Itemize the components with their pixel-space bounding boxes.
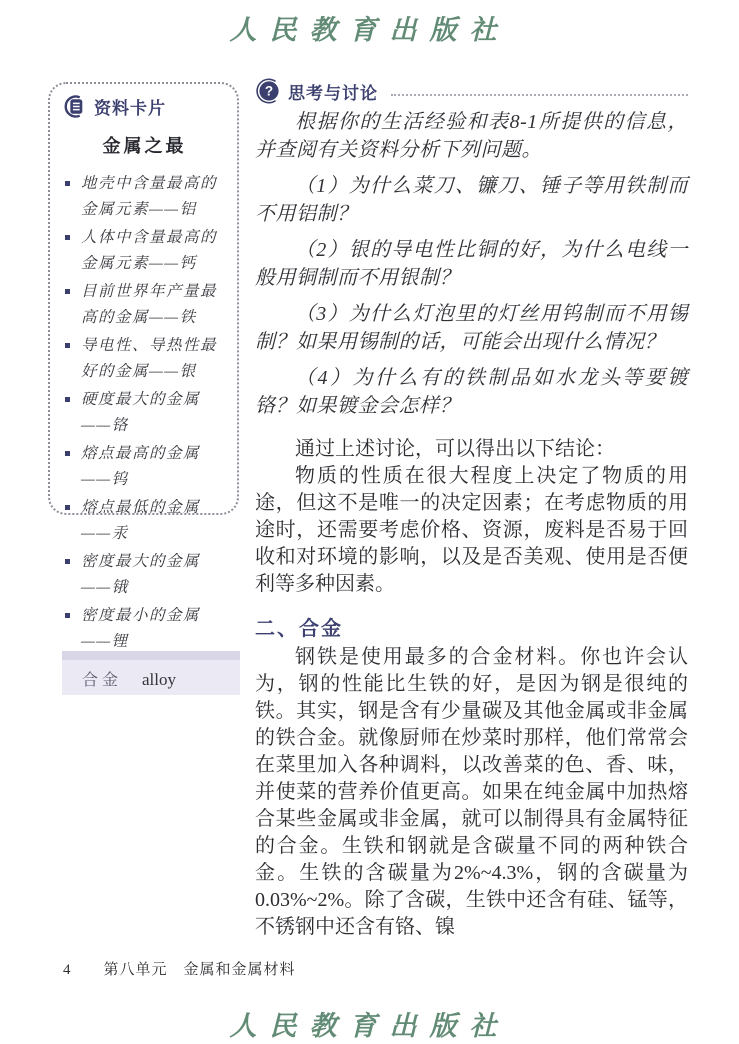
list-item: 密度最小的金属——锂 bbox=[62, 603, 227, 655]
svg-text:?: ? bbox=[264, 83, 274, 99]
question-mark-icon bbox=[255, 78, 281, 104]
card-heading: 金属之最 bbox=[102, 136, 187, 156]
vocab-term-cn: 合金 bbox=[82, 672, 123, 689]
section-heading-alloy: 二、合金 bbox=[255, 618, 343, 640]
publisher-watermark-bottom: 人民教育出版社 bbox=[229, 1011, 510, 1041]
discussion-question-4: （4）为什么有的铁制品如水龙头等要镀铬？如果镀金会怎样？ bbox=[255, 367, 688, 417]
page-number: 4 bbox=[63, 962, 71, 978]
metal-records-list bbox=[62, 171, 227, 655]
discussion-title: 思考与讨论 bbox=[288, 83, 378, 103]
vocab-row bbox=[62, 660, 240, 690]
vocab-box-strip bbox=[62, 651, 240, 660]
dotted-leader bbox=[391, 86, 688, 96]
discussion-header bbox=[255, 78, 688, 104]
unit-title: 第八单元 金属和金属材料 bbox=[103, 962, 296, 978]
discussion-question-2: （2）银的导电性比铜的好，为什么电线一般用铜制而不用银制？ bbox=[255, 239, 688, 289]
conclusion-body: 物质的性质在很大程度上决定了物质的用途，但这不是唯一的决定因素；在考虑物质的用途时，还需要考虑价格、资源，废料是否易于回收和对环境的影响，以及是否美观、使用是否便利等多种因素。 bbox=[255, 465, 688, 595]
page-footer bbox=[63, 958, 296, 979]
conclusion-lead: 通过上述讨论，可以得出以下结论： bbox=[295, 438, 615, 460]
vocab-box bbox=[62, 651, 240, 695]
data-card-header bbox=[62, 94, 227, 119]
list-item: 硬度最大的金属——铬 bbox=[62, 387, 227, 439]
discussion-intro: 根据你的生活经验和表8-1所提供的信息，并查阅有关资料分析下列问题。 bbox=[255, 111, 688, 161]
list-item: 熔点最低的金属——汞 bbox=[62, 495, 227, 547]
list-item: 地壳中含量最高的金属元素——铝 bbox=[62, 171, 227, 223]
alloy-body-text: 钢铁是使用最多的合金材料。你也许会认为，钢的性能比生铁的好，是因为钢是很纯的铁。其实，钢是含有少量碳及其他金属或非金属的铁合金。就像厨师在炒菜时那样，他们常常会在菜里加入各种调料，以改善菜的色、香、味，并使菜的营养价值更高。如果在纯金属中加热熔合某些金属或非金属，就可以制得具有金属特征的合金。生铁和钢就是含碳量不同的两种铁合金。生铁的含碳量为2%~4.3%，钢的含碳量为0.03%~2%。除了含碳，生铁中还含有硅、锰等，不锈钢中还含有铬、镍 bbox=[255, 646, 688, 938]
list-item: 人体中含量最高的金属元素——钙 bbox=[62, 225, 227, 277]
publisher-watermark-top: 人民教育出版社 bbox=[229, 15, 510, 45]
vocab-term-en: alloy bbox=[142, 670, 177, 689]
data-card bbox=[48, 82, 239, 650]
data-card-label: 资料卡片 bbox=[94, 99, 166, 118]
list-item: 密度最大的金属——锇 bbox=[62, 549, 227, 601]
list-item: 熔点最高的金属——钨 bbox=[62, 441, 227, 493]
main-content bbox=[255, 78, 688, 941]
list-item: 导电性、导热性最好的金属——银 bbox=[62, 333, 227, 385]
discussion-question-1: （1）为什么菜刀、镰刀、锤子等用铁制而不用铝制？ bbox=[255, 175, 688, 225]
document-card-icon bbox=[62, 94, 87, 119]
discussion-question-3: （3）为什么灯泡里的灯丝用钨制而不用锡制？如果用锡制的话，可能会出现什么情况？ bbox=[255, 303, 688, 353]
list-item: 目前世界年产量最高的金属——铁 bbox=[62, 279, 227, 331]
